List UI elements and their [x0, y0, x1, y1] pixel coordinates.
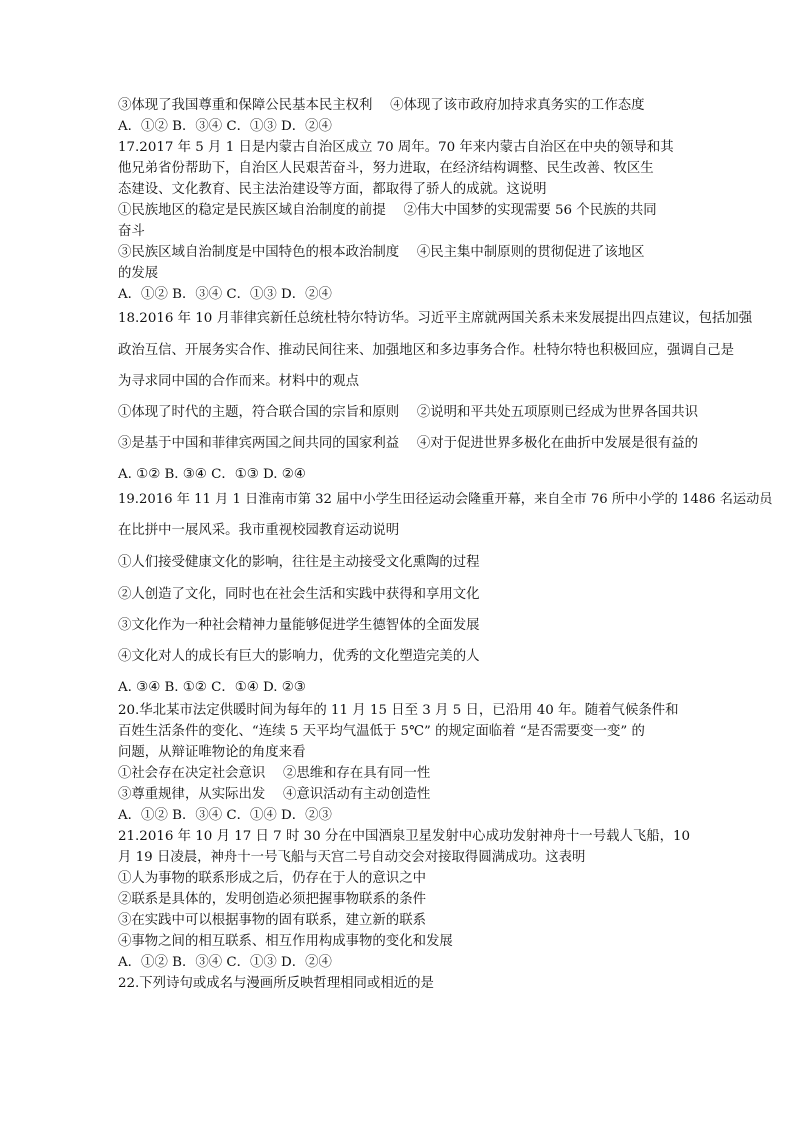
text-line: 21.2016 年 10 月 17 日 7 时 30 分在中国酒泉卫星发射中心成功发射神舟十一号载人飞船，10: [118, 829, 691, 844]
text-line: 22.下列诗句或成名与漫画所反映哲理相同或相近的是: [118, 976, 434, 991]
text-line: 问题，从辩证唯物论的角度来看: [118, 745, 306, 760]
text-line: A．①② B．③④ C．①③ D．②④: [118, 955, 332, 970]
text-line: A．①② B．③④ C．①④ D．②③: [118, 808, 332, 823]
text-line: ③是基于中国和菲律宾两国之间共同的国家利益 ④对于促进世界多极化在曲折中发展是很有益的: [118, 436, 699, 451]
text-line: 的发展: [118, 266, 159, 281]
text-line: 他兄弟省份帮助下，自治区人民艰苦奋斗，努力进取，在经济结构调整、民生改善、牧区生: [118, 161, 654, 176]
text-line: 20.华北某市法定供暖时间为每年的 11 月 15 日至 3 月 5 日，已沿用 40 年。随着气候条件和: [118, 703, 679, 718]
text-line: A. ①② B. ③④ C．①③ D. ②④: [118, 467, 306, 482]
text-line: ④事物之间的相互联系、相互作用构成事物的变化和发展: [118, 934, 453, 949]
text-line: A．①② B．③④ C．①③ D．②④: [118, 287, 332, 302]
text-line: A．①② B．③④ C．①③ D．②④: [118, 119, 332, 134]
text-line: 态建设、文化教育、民主法治建设等方面，都取得了骄人的成就。这说明: [118, 182, 547, 197]
text-line: ①民族地区的稳定是民族区域自治制度的前提 ②伟大中国梦的实现需要 56 个民族的共同: [118, 203, 657, 218]
text-line: 19.2016 年 11 月 1 日淮南市第 32 届中小学生田径运动会隆重开幕，来自全市 76 所中小学的 1486 名运动员: [118, 492, 773, 507]
text-line: 为寻求同中国的合作而来。材料中的观点: [118, 374, 360, 389]
text-line: ④文化对人的成长有巨大的影响力，优秀的文化塑造完美的人: [118, 649, 480, 664]
text-line: 18.2016 年 10 月菲律宾新任总统杜特尔特访华。习近平主席就两国关系未来发展提出四点建议，包括加强: [118, 311, 753, 326]
text-line: ①体现了时代的主题，符合联合国的宗旨和原则 ②说明和平共处五项原则已经成为世界各国共识: [118, 405, 699, 420]
text-line: 百姓生活条件的变化、“连续 5 天平均气温低于 5℃” 的规定面临着 “是否需要变一变” 的: [118, 724, 645, 739]
text-line: 奋斗: [118, 224, 145, 239]
text-line: ③在实践中可以根据事物的固有联系，建立新的联系: [118, 913, 426, 928]
text-line: ①人为事物的联系形成之后，仍存在于人的意识之中: [118, 871, 426, 886]
text-line: ②联系是具体的，发明创造必须把握事物联系的条件: [118, 892, 426, 907]
text-line: ①社会存在决定社会意识 ②思维和存在具有同一性: [118, 766, 431, 781]
text-line: 政治互信、开展务实合作、推动民间往来、加强地区和多边事务合作。杜特尔特也积极回应，强调自己是: [118, 343, 734, 358]
text-line: ③民族区域自治制度是中国特色的根本政治制度 ④民主集中制原则的贯彻促进了该地区: [118, 245, 645, 260]
text-line: ③文化作为一种社会精神力量能够促进学生德智体的全面发展: [118, 618, 480, 633]
text-line: ③尊重规律，从实际出发 ④意识活动有主动创造性: [118, 787, 431, 802]
text-line: A. ③④ B. ①② C．①④ D. ②③: [118, 680, 306, 695]
text-line: ③体现了我国尊重和保障公民基本民主权利 ④体现了该市政府加持求真务实的工作态度: [118, 98, 645, 113]
text-line: 在比拼中一展风采。我市重视校园教育运动说明: [118, 523, 400, 538]
text-line: ②人创造了文化，同时也在社会生活和实践中获得和享用文化: [118, 587, 480, 602]
text-line: 17.2017 年 5 月 1 日是内蒙古自治区成立 70 周年。70 年来内蒙古自治区在中央的领导和其: [118, 140, 674, 155]
text-line: ①人们接受健康文化的影响，往往是主动接受文化熏陶的过程: [118, 555, 480, 570]
text-line: 月 19 日凌晨，神舟十一号飞船与天宫二号自动交会对接取得圆满成功。这表明: [118, 850, 586, 865]
